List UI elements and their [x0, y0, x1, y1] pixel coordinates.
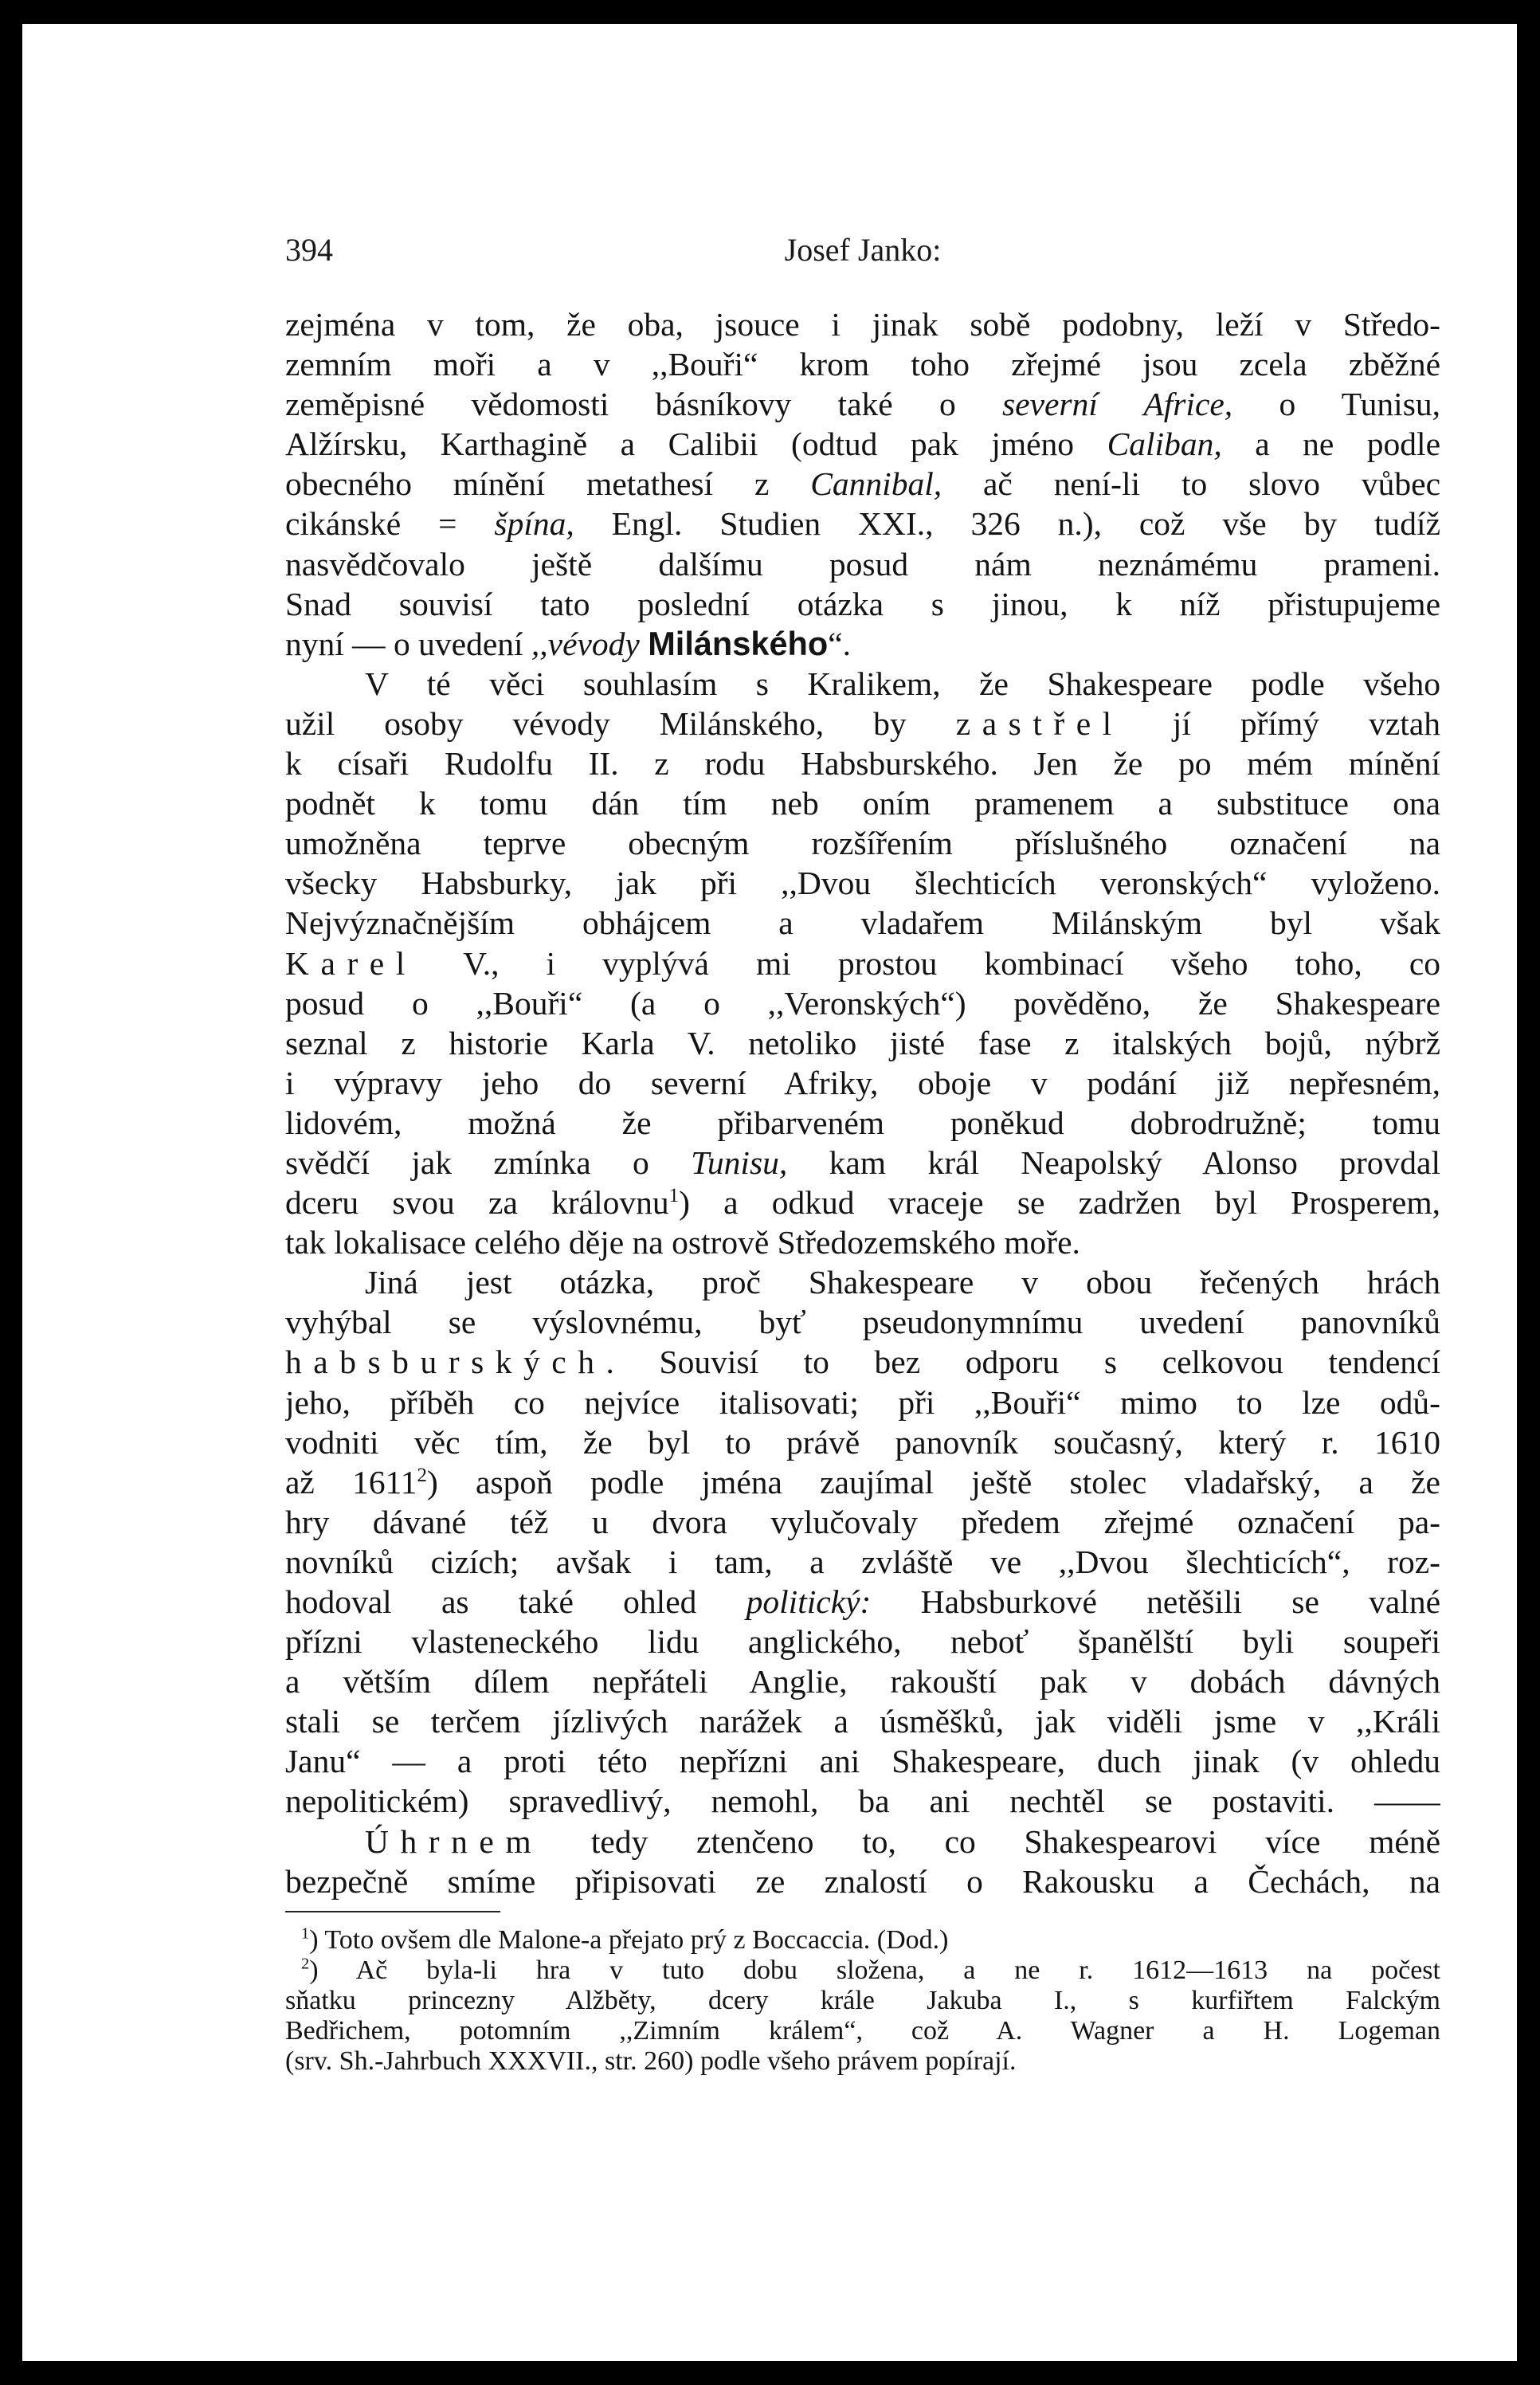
text-line — [285, 1103, 1440, 1143]
spaced-term: Karel — [285, 944, 417, 982]
text-line — [285, 1502, 1440, 1542]
footnote-line — [285, 2046, 1440, 2077]
text-line — [285, 584, 1440, 624]
text-span: tedy ztenčeno to, co Shakespearovi více méně — [543, 1822, 1440, 1860]
text-span: kam král Neapolský Alonso provdal — [787, 1143, 1440, 1181]
text-span: Engl. Studien XXI., 326 n.), což vše by tudíž — [574, 505, 1440, 543]
text-line — [285, 823, 1440, 863]
text-span: lidovém, možná že přibarveném poněkud dobrodružně; tomu — [285, 1104, 1440, 1141]
text-line — [285, 384, 1440, 424]
text-span: dceru svou za královnu — [285, 1184, 669, 1222]
paragraph-start — [285, 664, 1440, 704]
text-span: ) Ač byla-li hra v tuto dobu složena, a ne r. 1612—1613 na počest — [309, 1955, 1440, 1985]
page-number: 394 — [285, 232, 333, 268]
text-line — [285, 1063, 1440, 1103]
text-line — [285, 1143, 1440, 1183]
spaced-term: habsburských — [285, 1344, 606, 1381]
book-page — [22, 24, 1517, 2361]
text-line — [285, 1342, 1440, 1382]
text-span: V té věci souhlasím s Kralikem, že Shakespeare podle všeho — [365, 665, 1440, 702]
text-line — [285, 863, 1440, 903]
text-line — [285, 544, 1440, 584]
text-span: “. — [828, 625, 852, 662]
text-span: Janu“ — a proti této nepřízni ani Shakespeare, duch jinak (v ohledu — [285, 1743, 1440, 1780]
paragraph-start — [285, 1262, 1440, 1302]
text-line — [285, 1861, 1440, 1901]
spaced-term: zastřel — [955, 704, 1123, 742]
footnote-marker: 2 — [301, 1955, 310, 1973]
page-header — [285, 231, 1440, 271]
text-span: až 1611 — [285, 1463, 417, 1500]
italic-term: ,,vévody — [531, 625, 640, 662]
text-span: (srv. Sh.-Jahrbuch XXXVII., str. 260) podle všeho právem popírají. — [285, 2046, 1017, 2076]
text-span: vyhýbal se výslovnému, byť pseudonymnímu uvedení panovníků — [285, 1304, 1440, 1341]
footnote-ref: 1 — [668, 1185, 680, 1207]
footnote-line — [285, 1986, 1440, 2016]
text-line — [285, 1582, 1440, 1622]
text-span: podnět k tomu dán tím neb oním pramenem a substituce ona — [285, 785, 1440, 822]
text-span: zeměpisné vědomosti básníkovy také o — [285, 386, 1003, 423]
text-line — [285, 424, 1440, 464]
text-span: ) aspoň podle jména zaujímal ještě stolec vladařský, a že — [426, 1463, 1440, 1500]
text-line — [285, 1622, 1440, 1661]
text-span: ) Toto ovšem dle Malone-a přejato prý z Boccaccia. (Dod.) — [309, 1925, 949, 1955]
text-span: svědčí jak zmínka o — [285, 1143, 692, 1181]
text-span: Alžírsku, Karthagině a Calibii (odtud pak jméno — [285, 426, 1107, 463]
text-span: užil osoby vévody Milánského, by — [285, 704, 956, 742]
text-span: přízni vlasteneckého lidu anglického, neboť španělští byli soupeři — [285, 1623, 1440, 1661]
text-line — [285, 943, 1440, 983]
text-span: obecného mínění metathesí z — [285, 465, 811, 503]
italic-term: Cannibal, — [810, 465, 942, 503]
footnote-rule — [285, 1911, 500, 1912]
text-line — [285, 504, 1440, 543]
text-span: o Tunisu, — [1232, 386, 1440, 423]
text-span: ) a odkud vraceje se zadržen byl Prosperem, — [679, 1184, 1440, 1222]
text-span: tak lokalisace celého děje na ostrově Středozemského moře. — [285, 1224, 1080, 1261]
text-line — [285, 1542, 1440, 1582]
footnote-2 — [285, 1955, 1440, 1986]
text-span: vodniti věc tím, že byl to právě panovník současný, který r. 1610 — [285, 1423, 1440, 1461]
text-span: ač není-li to slovo vůbec — [942, 465, 1440, 503]
running-head: Josef Janko: — [784, 232, 942, 268]
text-span: posud o ,,Bouři“ (a o ,,Veronských“) pověděno, že Shakespeare — [285, 984, 1440, 1022]
text-line — [285, 743, 1440, 783]
text-span: sňatku princezny Alžběty, dcery krále Jakuba I., s kurfiřtem Falckým — [285, 1986, 1440, 2015]
italic-term: severní Africe, — [1002, 386, 1233, 423]
text-line — [285, 1302, 1440, 1342]
text-span: Jiná jest otázka, proč Shakespeare v obou řečených hrách — [365, 1264, 1440, 1301]
text-span: nyní — o uvedení — [285, 625, 531, 662]
italic-term: Tunisu, — [691, 1143, 788, 1181]
text-span: jí přímý vztah — [1123, 704, 1440, 742]
footnotes — [285, 1925, 1440, 2077]
text-span: nepolitickém) spravedlivý, nemohl, ba ani nechtěl se postaviti. —— — [285, 1783, 1440, 1820]
text-span: jeho, příběh co nejvíce italisovati; při ,,Bouři“ mimo to lze odů- — [285, 1383, 1440, 1421]
text-span: hodoval as také ohled — [285, 1583, 746, 1620]
text-line — [285, 344, 1440, 384]
text-line — [285, 704, 1440, 743]
text-line — [285, 783, 1440, 823]
italic-term: špína, — [494, 505, 574, 543]
footnote-line — [285, 2016, 1440, 2046]
body-text — [285, 304, 1440, 1901]
text-span: i výpravy jeho do severní Afriky, oboje v podání již nepřesném, — [285, 1064, 1440, 1101]
text-span: zemním moři a v ,,Bouři“ krom toho zřejmé jsou zcela zběžné — [285, 346, 1440, 383]
text-line — [285, 1661, 1440, 1701]
text-span: stali se terčem jízlivých narážek a úsměšků, jak viděli jsme v ,,Králi — [285, 1703, 1440, 1740]
text-span: a větším dílem nepřáteli Anglie, rakouští pak v dobách dávných — [285, 1663, 1440, 1700]
footnote-1 — [285, 1925, 1440, 1955]
text-line — [285, 1741, 1440, 1781]
text-span: a ne podle — [1221, 426, 1440, 463]
text-span: zejména v tom, že oba, jsouce i jinak sobě podobny, leží v Středo- — [285, 306, 1440, 343]
text-span: hry dávané též u dvora vylučovaly předem zřejmé označení pa- — [285, 1503, 1440, 1540]
text-span: novníků cizích; avšak i tam, a zvláště ve ,,Dvou šlechticích“, roz- — [285, 1543, 1440, 1580]
text-span: . Souvisí to bez odporu s celkovou tendencí — [605, 1344, 1440, 1381]
text-line — [285, 1701, 1440, 1741]
italic-term: Caliban, — [1107, 426, 1222, 463]
text-span: V., i vyplývá mi prostou kombinací všeho toho, co — [416, 944, 1440, 982]
footnote-ref: 2 — [417, 1464, 427, 1486]
text-line — [285, 464, 1440, 504]
text-line — [285, 983, 1440, 1023]
footnote-marker: 1 — [301, 1925, 310, 1943]
text-line — [285, 1023, 1440, 1063]
text-line — [285, 1222, 1440, 1262]
text-span: bezpečně smíme připisovati ze znalostí o Rakousku a Čechách, na — [285, 1862, 1440, 1900]
text-span: k císaři Rudolfu II. z rodu Habsburského. Jen že po mém mínění — [285, 745, 1440, 783]
text-line — [285, 1781, 1440, 1821]
text-span: nasvědčovalo ještě dalšímu posud nám neznámému prameni. — [285, 545, 1440, 583]
italic-term: politický: — [746, 1583, 872, 1620]
text-line — [285, 903, 1440, 943]
text-span: Habsburkové netěšili se valné — [871, 1583, 1440, 1620]
text-span: všecky Habsburky, jak při ,,Dvou šlechticích veronských“ vyloženo. — [285, 865, 1440, 902]
text-line — [285, 1383, 1440, 1422]
text-line — [285, 624, 1440, 664]
text-span: Bedřichem, potomním ,,Zimním králem“, což A. Wagner a H. Logeman — [285, 2016, 1440, 2046]
text-line — [285, 1422, 1440, 1462]
text-span: umožněna teprve obecným rozšířením příslušného označení na — [285, 825, 1440, 862]
text-span: Snad souvisí tato poslední otázka s jinou, k níž přistupujeme — [285, 585, 1440, 622]
text-span: Nejvýznačnějším obhájcem a vladařem Milánským byl však — [285, 904, 1440, 942]
paragraph-start — [285, 1822, 1440, 1861]
text-span: cikánské = — [285, 505, 495, 543]
text-span: seznal z historie Karla V. netoliko jisté fase z italských bojů, nýbrž — [285, 1024, 1440, 1061]
text-line — [285, 304, 1440, 344]
bold-term: Milánského — [648, 624, 829, 662]
text-line — [285, 1462, 1440, 1502]
text-line — [285, 1183, 1440, 1222]
spaced-term: Úhrnem — [365, 1822, 543, 1860]
